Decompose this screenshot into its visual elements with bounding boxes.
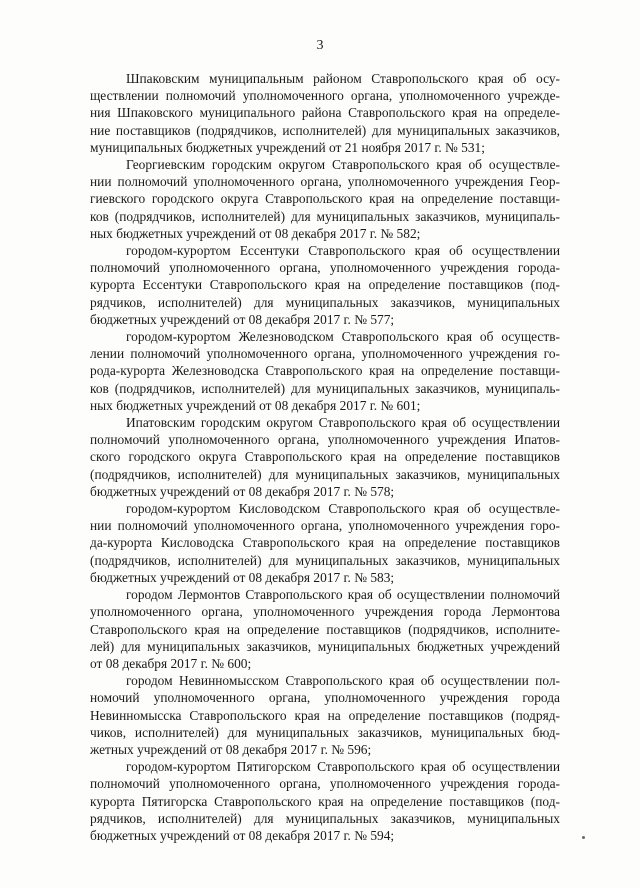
text-line: ков (подрядчиков, исполнителей) для муниципальных заказчиков, муниципаль- [90, 380, 560, 396]
scan-speck [582, 836, 585, 839]
text-line: Шпаковским муниципальным районом Ставропольского края об осу- [126, 71, 560, 86]
paragraph [90, 758, 560, 844]
text-line: бюджетных учреждений от 08 декабря 2017 г. № 578; [90, 483, 395, 499]
text-line: муниципальных бюджетных учреждений от 21 ноября 2017 г. № 531; [90, 139, 485, 155]
text-line: Георгиевским городским округом Ставропольского края об осуществле- [126, 157, 560, 173]
text-line: ных бюджетных учреждений от 08 декабря 2017 г. № 601; [90, 397, 421, 413]
text-line: ных бюджетных учреждений от 08 декабря 2017 г. № 582; [90, 225, 421, 241]
text-line: полномочий уполномоченного органа, уполномоченного учреждения Ипатов- [90, 432, 560, 448]
text-line: нии полномочий уполномоченного органа, уполномоченного учреждения Геор- [90, 174, 560, 190]
paragraph [90, 414, 560, 500]
document-body [90, 70, 560, 844]
text-line: уполномоченного органа, уполномоченного учреждения города Лермонтова [90, 604, 560, 620]
text-line: лении полномочий уполномоченного органа, уполномоченного учреждения го- [90, 346, 560, 362]
text-line: (подрядчиков, исполнителей) для муниципальных заказчиков, муниципальных [90, 466, 560, 482]
text-line: ния Шпаковского муниципального района Ставропольского края на определе- [90, 105, 560, 121]
text-line: городом-курортом Кисловодском Ставропольского края об осуществле- [126, 501, 560, 517]
text-line: ние поставщиков (подрядчиков, исполнителей) для муниципальных заказчиков, [90, 122, 560, 138]
paragraph [90, 156, 560, 242]
text-line: Ставропольского края на определение поставщиков (подрядчиков, исполните- [90, 621, 560, 637]
text-line: Невинномысска Ставропольского края на определение поставщиков (подряд- [90, 707, 560, 723]
text-line: городом Невинномысском Ставропольского края об осуществлении пол- [126, 673, 560, 689]
text-line: ского городского округа Ставропольского края на определение поставщиков [90, 449, 560, 465]
text-line: (подрядчиков, исполнителей) для муниципальных заказчиков, муниципальных [90, 552, 560, 568]
text-line: лей) для муниципальных заказчиков, муниципальных бюджетных учреждений [90, 638, 560, 654]
text-line: городом-курортом Ессентуки Ставропольского края об осуществлении [126, 243, 560, 259]
text-line: полномочий уполномоченного органа, уполномоченного учреждения города- [90, 776, 560, 792]
text-line: жетных учреждений от 08 декабря 2017 г. № 596; [90, 741, 372, 757]
text-line: городом-курортом Пятигорском Ставропольского края об осуществлении [126, 759, 560, 775]
page-number: 3 [316, 38, 324, 53]
paragraph [90, 242, 560, 328]
text-line: Ипатовским городским округом Ставропольского края об осуществлении [126, 415, 560, 431]
text-line: бюджетных учреждений от 08 декабря 2017 г. № 577; [90, 311, 395, 327]
text-line: городом Лермонтов Ставропольского края об осуществлении полномочий [126, 587, 560, 603]
text-line: от 08 декабря 2017 г. № 600; [90, 655, 252, 671]
paragraph [90, 586, 560, 672]
text-line: бюджетных учреждений от 08 декабря 2017 г. № 594; [90, 827, 395, 843]
text-line: чиков, исполнителей) для муниципальных заказчиков, муниципальных бюд- [90, 724, 560, 740]
text-line: ков (подрядчиков, исполнителей) для муниципальных заказчиков, муниципаль- [90, 208, 560, 224]
text-line: курорта Ессентуки Ставропольского края на определение поставщиков (под- [90, 277, 560, 293]
text-line: номочий уполномоченного органа, уполномоченного учреждения города [90, 690, 560, 706]
paragraph [90, 672, 560, 758]
text-line: полномочий уполномоченного органа, уполномоченного учреждения города- [90, 260, 560, 276]
text-line: рядчиков, исполнителей) для муниципальных заказчиков, муниципальных [90, 810, 560, 826]
text-line: бюджетных учреждений от 08 декабря 2017 г. № 583; [90, 569, 395, 585]
paragraph [90, 500, 560, 586]
text-line: да-курорта Кисловодска Ставропольского края на определение поставщиков [90, 535, 560, 551]
text-line: рядчиков, исполнителей) для муниципальных заказчиков, муниципальных [90, 294, 560, 310]
text-line: нии полномочий уполномоченного органа, уполномоченного учреждения горо- [90, 518, 560, 534]
text-line: рода-курорта Железноводска Ставропольского края на определение поставщи- [90, 363, 560, 379]
text-line: ществлении полномочий уполномоченного органа, уполномоченного учрежде- [90, 88, 560, 104]
paragraph [90, 328, 560, 414]
paragraph [90, 70, 560, 156]
text-line: курорта Пятигорска Ставропольского края на определение поставщиков (под- [90, 793, 560, 809]
text-line: гиевского городского округа Ставропольского края на определение поставщи- [90, 191, 560, 207]
text-line: городом-курортом Железноводском Ставропольского края об осуществ- [126, 329, 560, 345]
